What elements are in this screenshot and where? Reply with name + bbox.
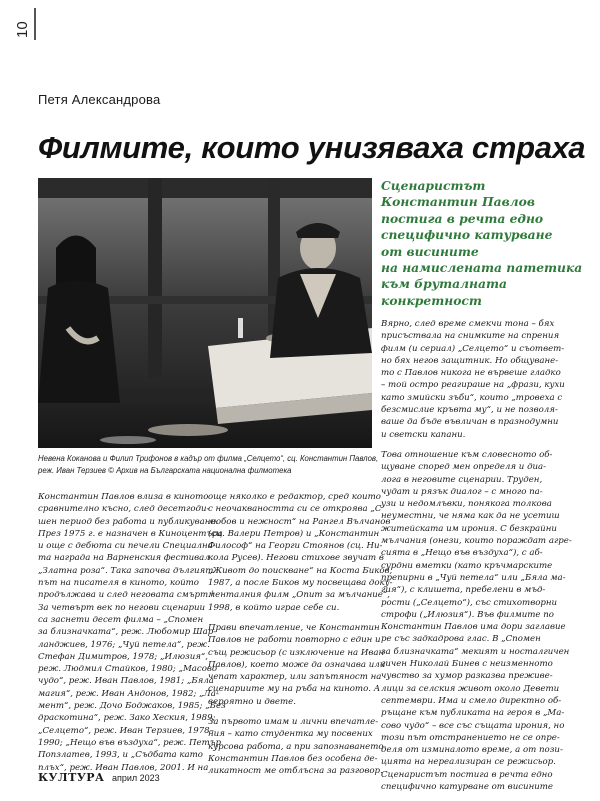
body-line: Прави впечатление, че Константин <box>208 622 380 633</box>
pull-quote-line: специфично катурване <box>381 227 553 243</box>
body-line: Константин Павлов без особена де- <box>208 753 378 764</box>
body-column-2 <box>208 491 393 786</box>
body-line: Павлов не работи повторно с един и <box>208 635 381 646</box>
body-line: ре със задкадрова глас. В „Спомен <box>381 634 541 645</box>
body-line: този път отстранението не се опре- <box>381 732 560 743</box>
body-line: гия“), с клишета, пребелени в мъд- <box>381 585 546 596</box>
body-line: лога в неговите сценарии. Труден, <box>381 474 543 485</box>
body-line: кола Русев). Негови стихове звучат в <box>208 553 384 564</box>
pull-quote-line: на намислената патетика <box>381 260 583 276</box>
body-line: сово чудо“ – все със същата ирония, но <box>381 720 565 731</box>
body-line: чудо“, реж. Иван Павлов, 1981; „Бяла <box>38 676 214 687</box>
body-line: път на писателя в киното, който <box>38 578 199 589</box>
body-line: курсова работа, а при запознаването <box>208 741 384 752</box>
body-paragraph <box>208 491 393 614</box>
film-still-photo <box>38 178 372 448</box>
body-line: та награда на Варненския фестивал <box>38 553 210 564</box>
pull-quote-line: към бруталната <box>381 276 507 292</box>
body-line: за близначката“, реж. Любомир Шар- <box>38 627 217 638</box>
body-line: и още с дебюта си печели Специална- <box>38 541 216 552</box>
body-line: мент“, реж. Дочо Боджаков, 1985; „Без <box>38 701 226 712</box>
body-line: специфично катурване от висините <box>381 781 554 792</box>
article-headline: Филмите, които унизяваха страха <box>38 130 586 165</box>
body-line: Това отношение към словесното об- <box>381 449 553 460</box>
body-line: с неочакваността си се откроява „С <box>208 504 382 515</box>
body-line: Попзлатев, 1993, и „Съдбата като <box>38 750 203 761</box>
body-line: любов и нежност“ на Рангел Вълчанов <box>208 516 391 527</box>
body-line: реж. Людмил Стайков, 1980; „Масово <box>38 664 218 675</box>
body-paragraph <box>208 716 384 777</box>
body-line: продължава и след неговата смърт.¹ <box>38 590 215 601</box>
body-line: чудат и рязък диалог – с много па- <box>381 486 543 497</box>
body-line: Константин Павлов влиза в киното <box>38 492 209 502</box>
body-line: (сц. Валери Петров) и „Константин <box>208 528 380 539</box>
body-line: драскотина“, реж. Зако Хеския, 1989; <box>38 713 216 724</box>
body-line: 1987, а после Биков му посвещава доку- <box>208 578 393 589</box>
body-line: цията на нереализиран се режисьор. <box>381 757 556 768</box>
body-line: ния – като студентка му посвених <box>208 729 373 740</box>
pull-quote-line: Константин Павлов <box>381 194 535 210</box>
issue-date: април 2023 <box>111 773 160 783</box>
pull-quote-line: постига в речта едно <box>381 210 544 226</box>
body-line: но бях негов защитник. Но общуване- <box>381 355 559 366</box>
page-number-rule <box>34 8 36 40</box>
body-paragraph <box>208 622 386 708</box>
body-line: същ режисьор (с изключение на Иван <box>208 647 385 658</box>
body-line: Стефан Димитров, 1978; „Илюзия“, <box>38 651 209 662</box>
body-line: лици за селския живот около Девети <box>381 683 560 694</box>
body-line: плъх“, реж. Иван Павлов, 2001. И на <box>38 762 209 773</box>
caption-line: реж. Иван Терзиев © Архив на Българската национална филмотека <box>38 466 292 475</box>
body-line: присъствала на снимките на спрения <box>381 331 560 342</box>
body-column-3 <box>381 318 581 801</box>
body-line: препирни в „Чуй петела“ или „Бяла ма- <box>381 572 566 583</box>
body-line: 1990; „Нещо във въздуха“, реж. Петър <box>38 737 221 748</box>
body-line: узи и недомлъвки, понякога толкова <box>381 499 552 510</box>
photo-caption <box>38 453 378 477</box>
body-line: сценариите му на ръба на киното. А <box>208 684 381 695</box>
body-line: – той остро реагираше на „фрази, кухи <box>381 380 565 391</box>
body-line: шен период без работа и публикуване. <box>38 516 219 527</box>
author-name: Петя Александрова <box>38 92 161 107</box>
body-line: и светски капани. <box>381 429 466 440</box>
body-line: За първото имам и лични впечатле- <box>208 717 379 728</box>
body-line: менталния филм „Опит за мълчание“, <box>208 590 391 601</box>
body-line: филм (и сериал) „Селцето“ и съответ- <box>381 343 565 354</box>
body-line: чепат характер, или запътяност на <box>208 672 382 683</box>
body-line: ръщане към публиката на героя в „Ма- <box>381 708 565 719</box>
body-line: гичен Николай Бинев с неизменното <box>381 659 553 670</box>
body-line: то с Павлов никога не вървеше гладко <box>381 368 561 379</box>
body-line: 1998, в който играе себе си. <box>208 602 340 613</box>
body-line: като змийски зъби“, които „тровеха с <box>381 392 563 403</box>
body-line: чувство за хумор разказва преживе- <box>381 671 553 682</box>
body-line: Павлов), което може да означава или <box>208 659 386 670</box>
caption-line: Невена Коканова и Филип Трифонов в кадър от филма „Селцето“, сц. Константин Павлов, <box>38 454 379 463</box>
page-number: 10 <box>14 21 31 38</box>
magazine-logo: КУЛТУРА <box>38 771 105 784</box>
pull-quote-line: Сценаристът <box>381 178 486 193</box>
body-line: „Златна роза“. Така започва дългият <box>38 565 214 576</box>
body-line: За четвърт век по негови сценарии <box>38 602 206 613</box>
film-still-illustration <box>38 178 372 448</box>
body-line: ликатност ме отблъсна за разговор. <box>208 766 383 777</box>
body-paragraph <box>381 318 581 441</box>
pull-quote <box>381 178 581 309</box>
body-line: са заснети десет филма – „Спомен <box>38 614 204 625</box>
body-line: „Живот до поискване“ на Коста Биков, <box>208 565 393 576</box>
body-line: „Селцето“, реж. Иван Терзиев, 1978– <box>38 725 214 736</box>
pull-quote-line: конкретност <box>381 292 482 308</box>
body-line: магия“, реж. Иван Андонов, 1982; „Ла- <box>38 688 219 699</box>
body-paragraph <box>38 491 226 774</box>
body-line: сията в „Нещо във въздуха“), с аб- <box>381 548 543 559</box>
page-footer <box>38 768 160 786</box>
body-line: Вярно, след време смекчи тона – бях <box>381 319 555 329</box>
body-line: Константин Павлов има дори заглавие <box>381 622 566 633</box>
body-line: сурдни вметки (като кръчмарските <box>381 560 553 571</box>
body-paragraph <box>381 449 581 793</box>
body-line: ваше да бъде въвличан в празнодумни <box>381 417 559 428</box>
body-line: рости („Селцето“), със стихотворни <box>381 597 558 608</box>
body-line: неуместни, че няма как да не усетиш <box>381 511 560 522</box>
body-line: щуване според мен определя и диа- <box>381 462 547 473</box>
body-line: за близначката“ мекият и носталгичен <box>381 646 570 657</box>
body-line: още няколко е редактор, сред които <box>208 492 381 502</box>
body-line: деля от изминалото време, а от пози- <box>381 745 563 756</box>
body-line: вероятно и двете. <box>208 696 296 707</box>
pull-quote-line: от висините <box>381 243 479 259</box>
body-line: мълчания (онези, които пораждат агре- <box>381 536 572 547</box>
body-line: строфи („Илюзия“). Във филмите по <box>381 609 554 620</box>
body-line: Сценаристът постига в речта едно <box>381 769 553 780</box>
body-line: сравнително късно, след десетгоди- <box>38 504 210 515</box>
body-line: безсмислие кръвта му“, и не позволя- <box>381 405 558 416</box>
body-line: житейската им ирония. С безкрайни <box>381 523 557 534</box>
body-column-1 <box>38 491 226 782</box>
body-line: През 1975 г. е назначен в Киноцентъра <box>38 528 223 539</box>
body-line: Философ“ на Георги Стоянов (сц. Ни- <box>208 541 383 552</box>
body-line: ланджиев, 1976; „Чуй петела“, реж. <box>38 639 210 650</box>
body-line: септември. Има и смело директно об- <box>381 695 562 706</box>
